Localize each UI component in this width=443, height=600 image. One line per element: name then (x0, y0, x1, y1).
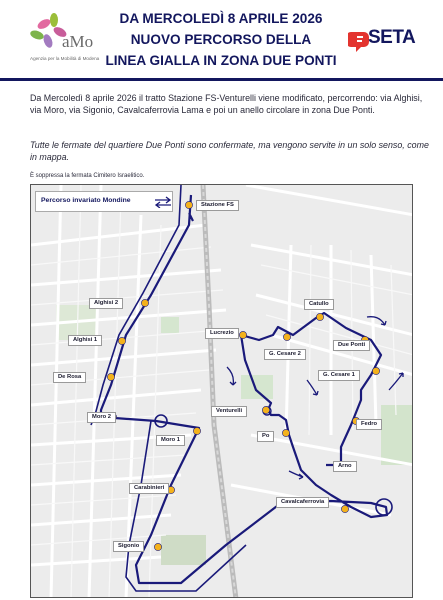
suppressed-stop-note: È soppressa la fermata Cimitero Israelitico. (30, 173, 145, 179)
stop-label-de-rosa: De Rosa (53, 372, 86, 383)
stop-marker (141, 299, 148, 306)
stop-label-lucrezio: Lucrezio (205, 328, 239, 339)
stop-label-moro-2: Moro 2 (87, 412, 116, 423)
stop-marker (316, 313, 323, 320)
stop-marker (372, 367, 379, 374)
note-paragraph: Tutte le fermate del quartiere Due Ponti sono confermate, ma vengono servite in un solo senso, come in mappa. (30, 140, 429, 162)
stop-label-alghisi-2: Alghisi 2 (89, 298, 123, 309)
stop-marker (185, 201, 192, 208)
amo-tagline: Agenzia per la Mobilità di Modena (30, 56, 100, 61)
stop-label-fedro: Fedro (356, 419, 382, 430)
title-line-2: NUOVO PERCORSO DELLA (130, 32, 312, 47)
stop-label-catullo: Catullo (304, 299, 334, 310)
stop-label-venturelli: Venturelli (211, 406, 247, 417)
double-arrow-icon (154, 196, 172, 208)
stop-marker (154, 543, 161, 550)
stop-marker (262, 406, 269, 413)
route-map (30, 184, 413, 598)
stop-marker (193, 427, 200, 434)
title-line-3: LINEA GIALLA IN ZONA DUE PONTI (105, 53, 337, 68)
header (0, 0, 443, 76)
intro-paragraph: Da Mercoledì 8 aprile 2026 il tratto Stazione FS-Venturelli viene modificato, percorrendo: via Alghisi, via Moro, via Sigonio, Cavalcaferrovia Lama e poi un anello circolare in zona Due Ponti. (30, 93, 423, 115)
stop-label-sigonio: Sigonio (113, 541, 144, 552)
stop-marker (283, 333, 290, 340)
stop-marker (239, 331, 246, 338)
amo-logo-text: aMo (62, 32, 94, 51)
stop-marker (341, 505, 348, 512)
stop-marker (282, 429, 289, 436)
stop-label-due-ponti: Due Ponti (333, 340, 370, 351)
stop-label-carabinieri: Carabinieri (129, 483, 169, 494)
legend-box (35, 191, 173, 212)
stop-marker (107, 373, 114, 380)
stop-label-stazione-fs: Stazione FS (196, 200, 239, 211)
stop-label-g-cesare-1: G. Cesare 1 (318, 370, 360, 381)
legend-label: Percorso invariato Mondine (41, 197, 131, 204)
map-canvas (31, 185, 413, 598)
stop-label-po: Po (257, 431, 274, 442)
stop-label-g-cesare-2: G. Cesare 2 (264, 349, 306, 360)
stop-label-cavalcaferrovia: Cavalcaferrovia (276, 497, 329, 508)
stop-label-alghisi-1: Alghisi 1 (68, 335, 102, 346)
stop-label-arno: Arno (333, 461, 357, 472)
seta-logo-text: SETA (368, 27, 416, 48)
page-title (96, 8, 346, 71)
title-line-1: DA MERCOLEDÌ 8 APRILE 2026 (119, 11, 323, 26)
header-divider (0, 78, 443, 81)
stop-label-moro-1: Moro 1 (156, 435, 185, 446)
stop-marker (118, 337, 125, 344)
